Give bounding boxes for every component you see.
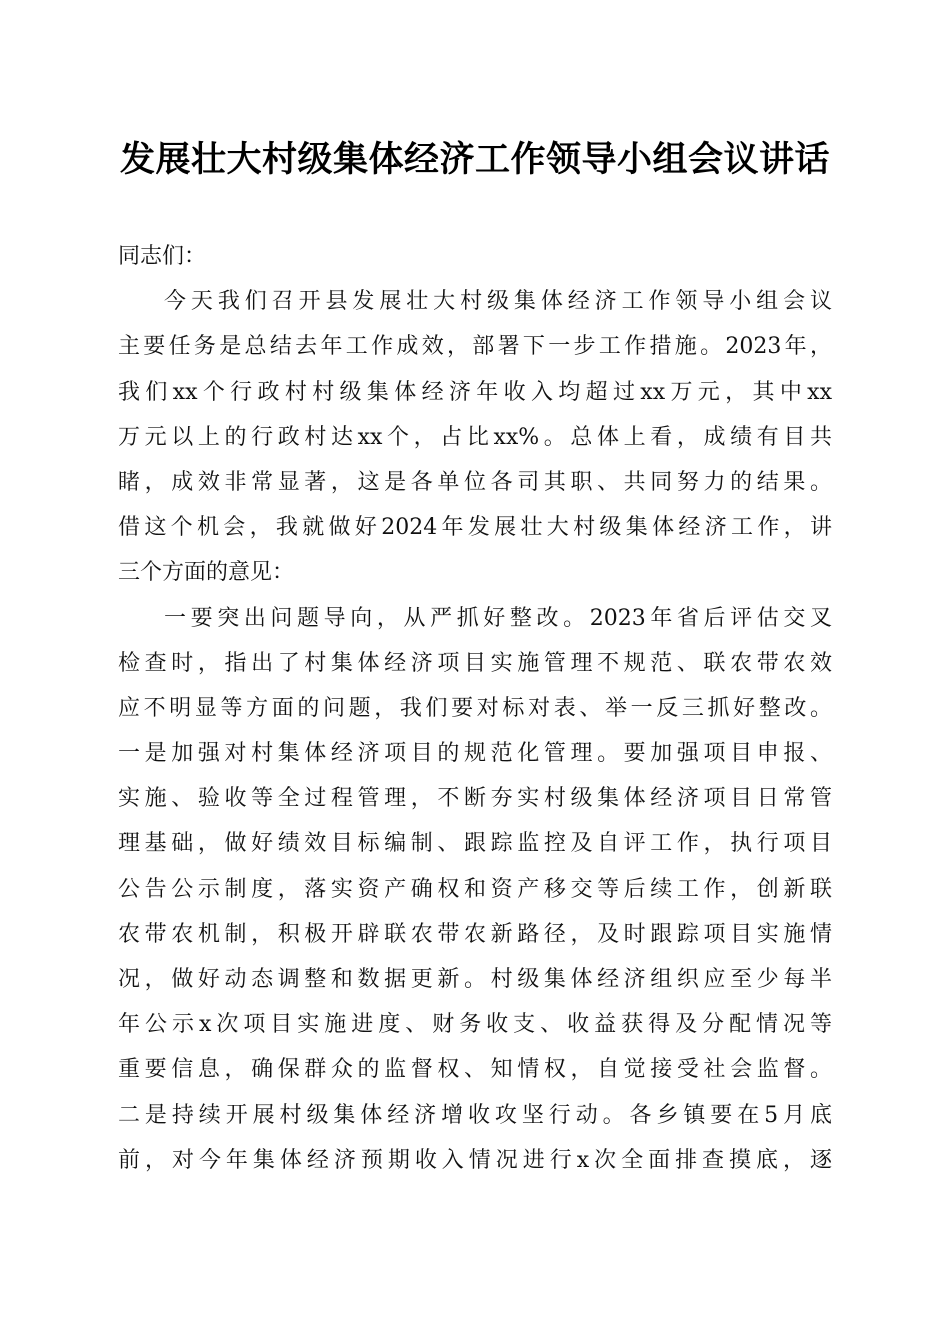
paragraph-line: 实施、验收等全过程管理，不断夯实村级集体经济项目日常管 (118, 786, 832, 812)
paragraph-line: 一要突出问题导向，从严抓好整改。2023年省后评估交叉 (164, 605, 832, 631)
paragraph-line: 年公示x次项目实施进度、财务收支、收益获得及分配情况等 (118, 1012, 832, 1038)
paragraph-line: 一是加强对村集体经济项目的规范化管理。要加强项目申报、 (118, 741, 832, 767)
paragraph-line: 借这个机会，我就做好2024年发展壮大村级集体经济工作，讲 (118, 515, 832, 541)
paragraph-line: 主要任务是总结去年工作成效，部署下一步工作措施。2023年， (118, 334, 832, 360)
document-body (118, 234, 832, 1183)
paragraph-line: 重要信息，确保群众的监督权、知情权，自觉接受社会监督。 (118, 1057, 832, 1083)
paragraph-line: 农带农机制，积极开辟联农带农新路径，及时跟踪项目实施情 (118, 921, 832, 947)
paragraph-line: 前，对今年集体经济预期收入情况进行x次全面排查摸底，逐 (118, 1147, 832, 1173)
paragraph-line: 万元以上的行政村达xx个，占比xx%。总体上看，成绩有目共 (118, 424, 832, 450)
paragraph-line: 应不明显等方面的问题，我们要对标对表、举一反三抓好整改。 (118, 695, 832, 721)
paragraph-line: 理基础，做好绩效目标编制、跟踪监控及自评工作，执行项目 (118, 831, 832, 857)
document-title: 发展壮大村级集体经济工作领导小组会议讲话 (119, 139, 830, 180)
paragraph-line: 公告公示制度，落实资产确权和资产移交等后续工作，创新联 (118, 876, 832, 902)
paragraph-line: 今天我们召开县发展壮大村级集体经济工作领导小组会议 (164, 289, 832, 315)
paragraph-line: 睹，成效非常显著，这是各单位各司其职、共同努力的结果。 (118, 469, 832, 495)
paragraph-line: 检查时，指出了村集体经济项目实施管理不规范、联农带农效 (118, 650, 832, 676)
salutation-line: 同志们： (118, 244, 207, 269)
paragraph-line: 我们xx个行政村村级集体经济年收入均超过xx万元，其中xx (118, 379, 832, 405)
paragraph-line: 三个方面的意见： (118, 560, 295, 586)
paragraph-line: 二是持续开展村级集体经济增收攻坚行动。各乡镇要在5月底 (118, 1102, 832, 1128)
paragraph-line: 况，做好动态调整和数据更新。村级集体经济组织应至少每半 (118, 967, 832, 992)
